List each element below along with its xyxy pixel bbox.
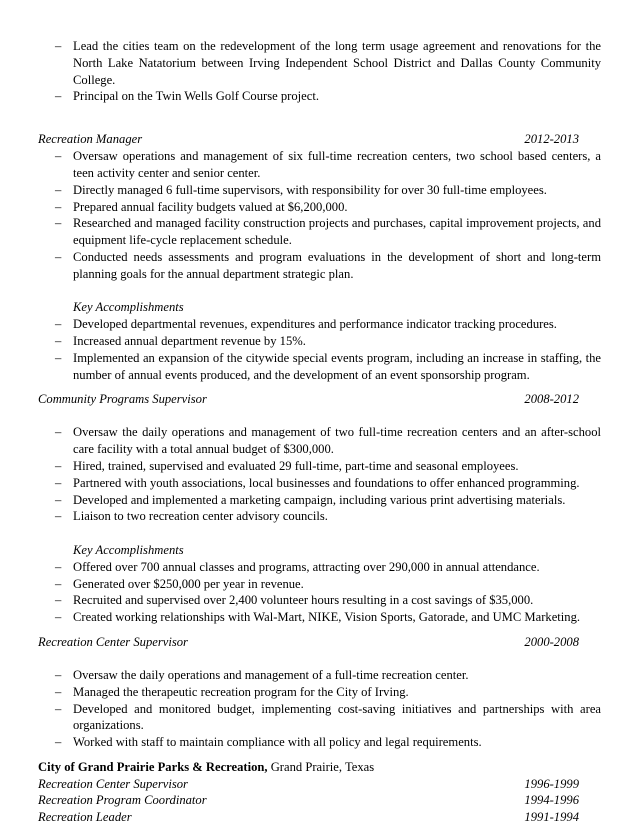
key-accomplishments-label: Key Accomplishments (73, 542, 184, 557)
bullet-text: Liaison to two recreation center advisory councils. (73, 509, 328, 524)
bullet-item (0, 249, 638, 283)
dash: – (55, 475, 62, 490)
bullet-item (0, 333, 638, 350)
bullet-text: Lead the cities team on the redevelopment of the long term usage agreement and renovations for the North Lake Natatorium between Irving Independent School District and Dallas County Community College. (73, 39, 601, 87)
role-title: Recreation Manager (38, 132, 143, 147)
employer-name: City of Grand Prairie Parks & Recreation, (38, 759, 268, 774)
bullet-text: Oversaw the daily operations and management of a full-time recreation center. (73, 667, 469, 682)
bullet-item (0, 88, 638, 105)
dash: – (55, 458, 62, 473)
dash: – (55, 576, 62, 591)
job-title: Recreation Leader (38, 810, 132, 825)
bullet-item (0, 492, 638, 509)
dash: – (55, 425, 62, 440)
role-header (0, 391, 638, 408)
role-bullet-list (0, 424, 638, 525)
job-dates: 1991-1994 (524, 810, 579, 825)
bullet-text: Developed and implemented a marketing campaign, including various print advertising materials. (73, 492, 566, 507)
bullet-item (0, 215, 638, 249)
bullet-text: Worked with staff to maintain compliance with all policy and legal requirements. (73, 735, 482, 750)
bullet-text: Increased annual department revenue by 15%. (73, 333, 306, 348)
bullet-text: Conducted needs assessments and program evaluations in the development of short and long-term planning goals for the annual department strategic plan. (73, 249, 601, 281)
bullet-item (0, 667, 638, 684)
bullet-text: Developed and monitored budget, implementing cost-saving initiatives and partnerships with area organizations. (73, 701, 601, 733)
bullet-text: Created working relationships with Wal-Mart, NIKE, Vision Sports, Gatorade, and UMC Marketing. (73, 610, 581, 625)
bullet-text: Oversaw the daily operations and management of two full-time recreation centers and an after-school care facility with a total annual budget of $300,000. (73, 425, 601, 457)
bullet-text: Oversaw operations and management of six full-time recreation centers, two school based centers, a teen activity center and senior center. (73, 149, 601, 180)
dash: – (55, 182, 62, 197)
bullet-text: Researched and managed facility construction projects and purchases, capital improvement projects, and equipment life-cycle replacement schedule. (73, 216, 601, 248)
dash: – (55, 333, 62, 348)
dash: – (55, 684, 62, 699)
job-dates: 1994-1996 (524, 793, 579, 808)
employer-heading (0, 759, 638, 776)
role-header (0, 131, 638, 148)
bullet-item (0, 350, 638, 384)
bullet-item (0, 559, 638, 576)
dash: – (55, 249, 62, 264)
accomplishment-list (0, 559, 638, 626)
bullet-item (0, 592, 638, 609)
role-dates: 2000-2008 (524, 634, 579, 649)
dash: – (55, 39, 62, 53)
key-accomplishments-label: Key Accomplishments (73, 300, 184, 315)
role-dates: 2012-2013 (524, 132, 579, 147)
job-title: Recreation Center Supervisor (38, 776, 188, 791)
bullet-text: Partnered with youth associations, local businesses and foundations to offer enhanced programming. (73, 475, 580, 490)
dash: – (55, 509, 62, 524)
bullet-item (0, 684, 638, 701)
bullet-text: Prepared annual facility budgets valued at $6,200,000. (73, 199, 348, 214)
bullet-text: Offered over 700 annual classes and programs, attracting over 290,000 in annual attendance. (73, 559, 540, 574)
dash: – (55, 89, 62, 104)
bullet-item (0, 609, 638, 626)
dash: – (55, 735, 62, 750)
bullet-item (0, 148, 638, 182)
bullet-text: Principal on the Twin Wells Golf Course project. (73, 89, 319, 104)
dash: – (55, 216, 62, 231)
bullet-item (0, 199, 638, 216)
bullet-text: Directly managed 6 full-time supervisors, with responsibility for over 30 full-time employees. (73, 182, 547, 197)
bullet-item (0, 508, 638, 525)
job-dates: 1996-1999 (524, 776, 579, 791)
dash: – (55, 492, 62, 507)
role-bullet-list (0, 667, 638, 751)
bullet-text: Developed departmental revenues, expenditures and performance indicator tracking procedures. (73, 317, 557, 332)
bullet-item (0, 458, 638, 475)
bullet-item (0, 316, 638, 333)
dash: – (55, 317, 62, 332)
bullet-item (0, 475, 638, 492)
dash: – (55, 149, 62, 164)
bullet-text: Managed the therapeutic recreation program for the City of Irving. (73, 684, 409, 699)
bullet-item (0, 576, 638, 593)
bullet-text: Implemented an expansion of the citywide special events program, including an increase in staffing, the number of annual events produced, and the development of an event sponsorship program. (73, 350, 601, 382)
job-title: Recreation Program Coordinator (38, 793, 207, 808)
dash: – (55, 701, 62, 716)
bullet-item (0, 38, 638, 88)
employer-location: Grand Prairie, Texas (267, 759, 375, 774)
dash: – (55, 610, 62, 625)
bullet-item (0, 734, 638, 751)
job-row (0, 776, 638, 793)
bullet-item (0, 701, 638, 735)
bullet-item (0, 424, 638, 458)
bullet-text: Hired, trained, supervised and evaluated 29 full-time, part-time and seasonal employees. (73, 458, 519, 473)
job-row (0, 792, 638, 809)
role-bullet-list (0, 148, 638, 282)
role-title: Recreation Center Supervisor (38, 634, 188, 649)
role-title: Community Programs Supervisor (38, 392, 207, 407)
top-bullet-list (0, 38, 638, 105)
bullet-text: Generated over $250,000 per year in revenue. (73, 576, 304, 591)
dash: – (55, 559, 62, 574)
dash: – (55, 593, 62, 608)
accomplishment-list (0, 316, 638, 383)
dash: – (55, 667, 62, 682)
dash: – (55, 199, 62, 214)
job-row (0, 809, 638, 826)
dash: – (55, 350, 62, 365)
role-header (0, 634, 638, 651)
role-dates: 2008-2012 (524, 392, 579, 407)
bullet-text: Recruited and supervised over 2,400 volunteer hours resulting in a cost savings of $35,000. (73, 593, 534, 608)
bullet-item (0, 182, 638, 199)
